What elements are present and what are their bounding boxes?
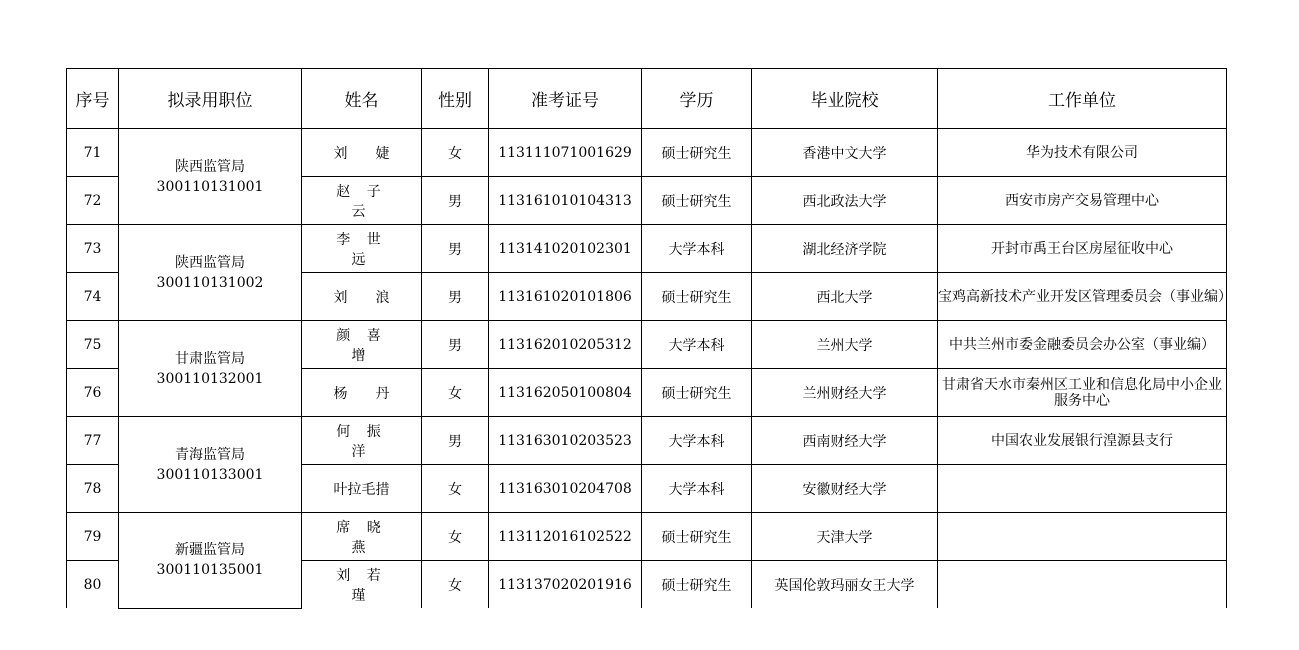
school-cell: 安徽财经大学 [752,465,938,513]
position-code: 300110131002 [156,274,264,291]
table-row [67,513,1227,561]
school-cell: 西南财经大学 [752,417,938,465]
name-cell [302,177,422,225]
school-cell: 天津大学 [752,513,938,561]
position-office: 甘肃监管局 [175,350,245,367]
exam-no-cell: 113162050100804 [489,369,642,417]
employer-cell: 宝鸡高新技术产业开发区管理委员会（事业编） [938,273,1227,321]
candidate-table [66,68,1232,609]
header-education: 学历 [642,69,752,129]
employer-cell: 中国农业发展银行湟源县支行 [938,417,1227,465]
education-cell: 大学本科 [642,465,752,513]
employer-cell [938,513,1227,561]
seq-cell: 77 [67,417,119,465]
exam-no-cell: 113161020101806 [489,273,642,321]
header-exam-no: 准考证号 [489,69,642,129]
exam-no-cell: 113141020102301 [489,225,642,273]
education-cell: 大学本科 [642,225,752,273]
position-cell [119,513,302,609]
seq-cell: 79 [67,513,119,561]
position-office: 陕西监管局 [175,254,245,271]
gender-cell: 男 [422,417,489,465]
exam-no-cell: 113163010204708 [489,465,642,513]
exam-no-cell: 113112016102522 [489,513,642,561]
header-employer: 工作单位 [938,69,1227,129]
school-cell: 西北政法大学 [752,177,938,225]
school-cell: 兰州大学 [752,321,938,369]
header-seq: 序号 [67,69,119,129]
candidate-name: 刘 若 瑾 [336,567,387,604]
school-cell: 西北大学 [752,273,938,321]
header-name: 姓名 [302,69,422,129]
name-cell [302,225,422,273]
education-cell: 硕士研究生 [642,129,752,177]
education-cell: 硕士研究生 [642,369,752,417]
exam-no-cell: 113161010104313 [489,177,642,225]
employer-cell [938,561,1227,609]
position-cell [119,321,302,417]
gender-cell: 男 [422,321,489,369]
gender-cell: 男 [422,177,489,225]
education-cell: 大学本科 [642,417,752,465]
position-office: 新疆监管局 [175,542,245,559]
name-cell [302,561,422,609]
position-code: 300110132001 [156,370,264,387]
position-code: 300110131001 [156,178,264,195]
employer-cell [938,465,1227,513]
name-cell [302,273,422,321]
school-cell: 兰州财经大学 [752,369,938,417]
gender-cell: 男 [422,273,489,321]
header-gender: 性别 [422,69,489,129]
candidate-name: 叶拉毛措 [333,481,390,498]
education-cell: 硕士研究生 [642,561,752,609]
seq-cell: 72 [67,177,119,225]
school-cell: 英国伦敦玛丽女王大学 [752,561,938,609]
table-row [67,225,1227,273]
candidate-name: 席 晓 燕 [336,519,387,556]
seq-cell: 76 [67,369,119,417]
exam-no-cell: 113137020201916 [489,561,642,609]
table-row [67,321,1227,369]
position-code: 300110133001 [156,466,264,483]
name-cell [302,321,422,369]
gender-cell: 女 [422,513,489,561]
seq-cell: 80 [67,561,119,609]
gender-cell: 男 [422,225,489,273]
position-office: 陕西监管局 [175,158,245,175]
position-office: 青海监管局 [175,446,245,463]
header-school: 毕业院校 [752,69,938,129]
candidate-name: 何 振 洋 [336,423,387,460]
candidate-name: 刘 浪 [333,289,390,306]
name-cell [302,417,422,465]
name-cell [302,129,422,177]
seq-cell: 75 [67,321,119,369]
candidate-name: 颜 喜 增 [336,327,387,364]
position-cell [119,417,302,513]
seq-cell: 78 [67,465,119,513]
header-position: 拟录用职位 [119,69,302,129]
name-cell [302,513,422,561]
name-cell [302,465,422,513]
education-cell: 大学本科 [642,321,752,369]
employer-cell: 华为技术有限公司 [938,129,1227,177]
school-cell: 湖北经济学院 [752,225,938,273]
table-row [67,417,1227,465]
exam-no-cell: 113111071001629 [489,129,642,177]
employer-cell: 开封市禹王台区房屋征收中心 [938,225,1227,273]
education-cell: 硕士研究生 [642,513,752,561]
seq-cell: 71 [67,129,119,177]
candidate-name: 刘 婕 [333,145,390,162]
candidate-name: 赵 子 云 [336,183,387,220]
education-cell: 硕士研究生 [642,273,752,321]
position-cell [119,225,302,321]
header-row [67,69,1227,129]
gender-cell: 女 [422,129,489,177]
gender-cell: 女 [422,561,489,609]
gender-cell: 女 [422,465,489,513]
candidate-name: 杨 丹 [333,385,390,402]
employer-cell: 中共兰州市委金融委员会办公室（事业编） [938,321,1227,369]
exam-no-cell: 113162010205312 [489,321,642,369]
employer-cell: 西安市房产交易管理中心 [938,177,1227,225]
table-row [67,129,1227,177]
seq-cell: 73 [67,225,119,273]
education-cell: 硕士研究生 [642,177,752,225]
candidate-name: 李 世 远 [336,231,387,268]
gender-cell: 女 [422,369,489,417]
name-cell [302,369,422,417]
exam-no-cell: 113163010203523 [489,417,642,465]
position-cell [119,129,302,225]
employer-cell: 甘肃省天水市秦州区工业和信息化局中小企业服务中心 [938,369,1227,417]
position-code: 300110135001 [156,562,264,579]
school-cell: 香港中文大学 [752,129,938,177]
seq-cell: 74 [67,273,119,321]
